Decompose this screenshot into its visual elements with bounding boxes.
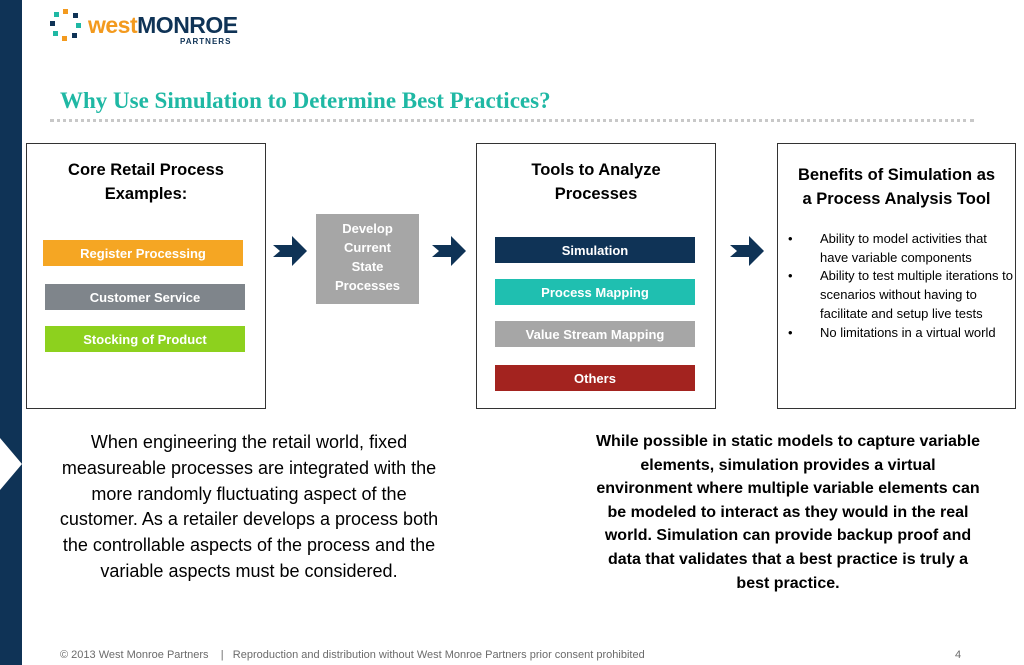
left-accent-bar — [0, 0, 22, 665]
logo-west-text: west — [88, 12, 138, 38]
logo-monroe-text: MONROE — [137, 12, 238, 38]
process-mapping-bar: Process Mapping — [495, 279, 695, 305]
body-text-left: When engineering the retail world, fixed measureable processes are integrated with the more randomly fluctuating aspect of the customer. As a retailer develops a process both the controllable aspects of the process and the variable aspects must be considered. — [59, 432, 439, 581]
bullet-icon: • — [788, 324, 793, 340]
benefit-item — [786, 324, 1014, 343]
footer-copyright: © 2013 West Monroe Partners | Reproduction and distribution without West Monroe Partners prior consent prohibited — [60, 649, 645, 661]
stocking-of-product-bar: Stocking of Product — [45, 326, 245, 352]
develop-current-state-box — [316, 214, 419, 304]
benefits-panel — [777, 143, 1016, 409]
develop-line1: Develop — [342, 221, 393, 236]
slide-title: Why Use Simulation to Determine Best Practices? — [60, 88, 551, 113]
benefits-panel-heading-line2: a Process Analysis Tool — [802, 190, 991, 208]
core-panel-heading-line1: Core Retail Process — [68, 161, 224, 179]
benefit-text: No limitations in a virtual world — [820, 324, 996, 340]
core-panel-heading-line2: Examples: — [104, 185, 188, 203]
tools-panel-heading-line2: Processes — [554, 185, 638, 203]
logo-wordmark — [88, 12, 238, 39]
bullet-icon: • — [788, 231, 793, 246]
logo-dots-icon — [48, 6, 84, 42]
customer-service-bar: Customer Service — [45, 284, 245, 310]
register-processing-bar: Register Processing — [43, 240, 243, 266]
tools-panel-heading-line1: Tools to Analyze — [531, 161, 661, 179]
benefit-item — [786, 267, 1014, 323]
bullet-icon: • — [788, 268, 793, 284]
west-monroe-logo — [48, 6, 248, 46]
benefit-text: Ability to model activities that have variable components — [820, 231, 987, 265]
benefits-panel-heading-line1: Benefits of Simulation as — [797, 166, 996, 184]
right-arrow-icon — [729, 234, 765, 268]
benefit-item — [786, 230, 1014, 267]
right-arrow-icon — [431, 234, 467, 268]
benefit-text: Ability to test multiple iterations to scenarios without having to facilitate and setup live tests — [820, 268, 1013, 321]
page-number: 4 — [955, 649, 962, 661]
simulation-bar: Simulation — [495, 237, 695, 263]
value-stream-mapping-bar: Value Stream Mapping — [495, 321, 695, 347]
title-divider — [50, 119, 974, 122]
left-accent-notch — [0, 438, 22, 490]
tools-panel — [476, 143, 716, 409]
logo-partners-text: PARTNERS — [180, 37, 232, 46]
others-bar: Others — [495, 365, 695, 391]
develop-line4: Processes — [334, 278, 401, 293]
benefits-list — [786, 230, 1014, 342]
body-text-right: While possible in static models to capture variable elements, simulation provides a virtual environment where multiple variable elements can be modeled to interact as they would in the real world. Simulation can provide backup proof and data that validates that a best practice is truly a best practice. — [595, 433, 981, 592]
develop-line3: State — [351, 259, 384, 274]
develop-line2: Current — [344, 240, 391, 255]
core-retail-panel — [26, 143, 266, 409]
right-arrow-icon — [272, 234, 308, 268]
